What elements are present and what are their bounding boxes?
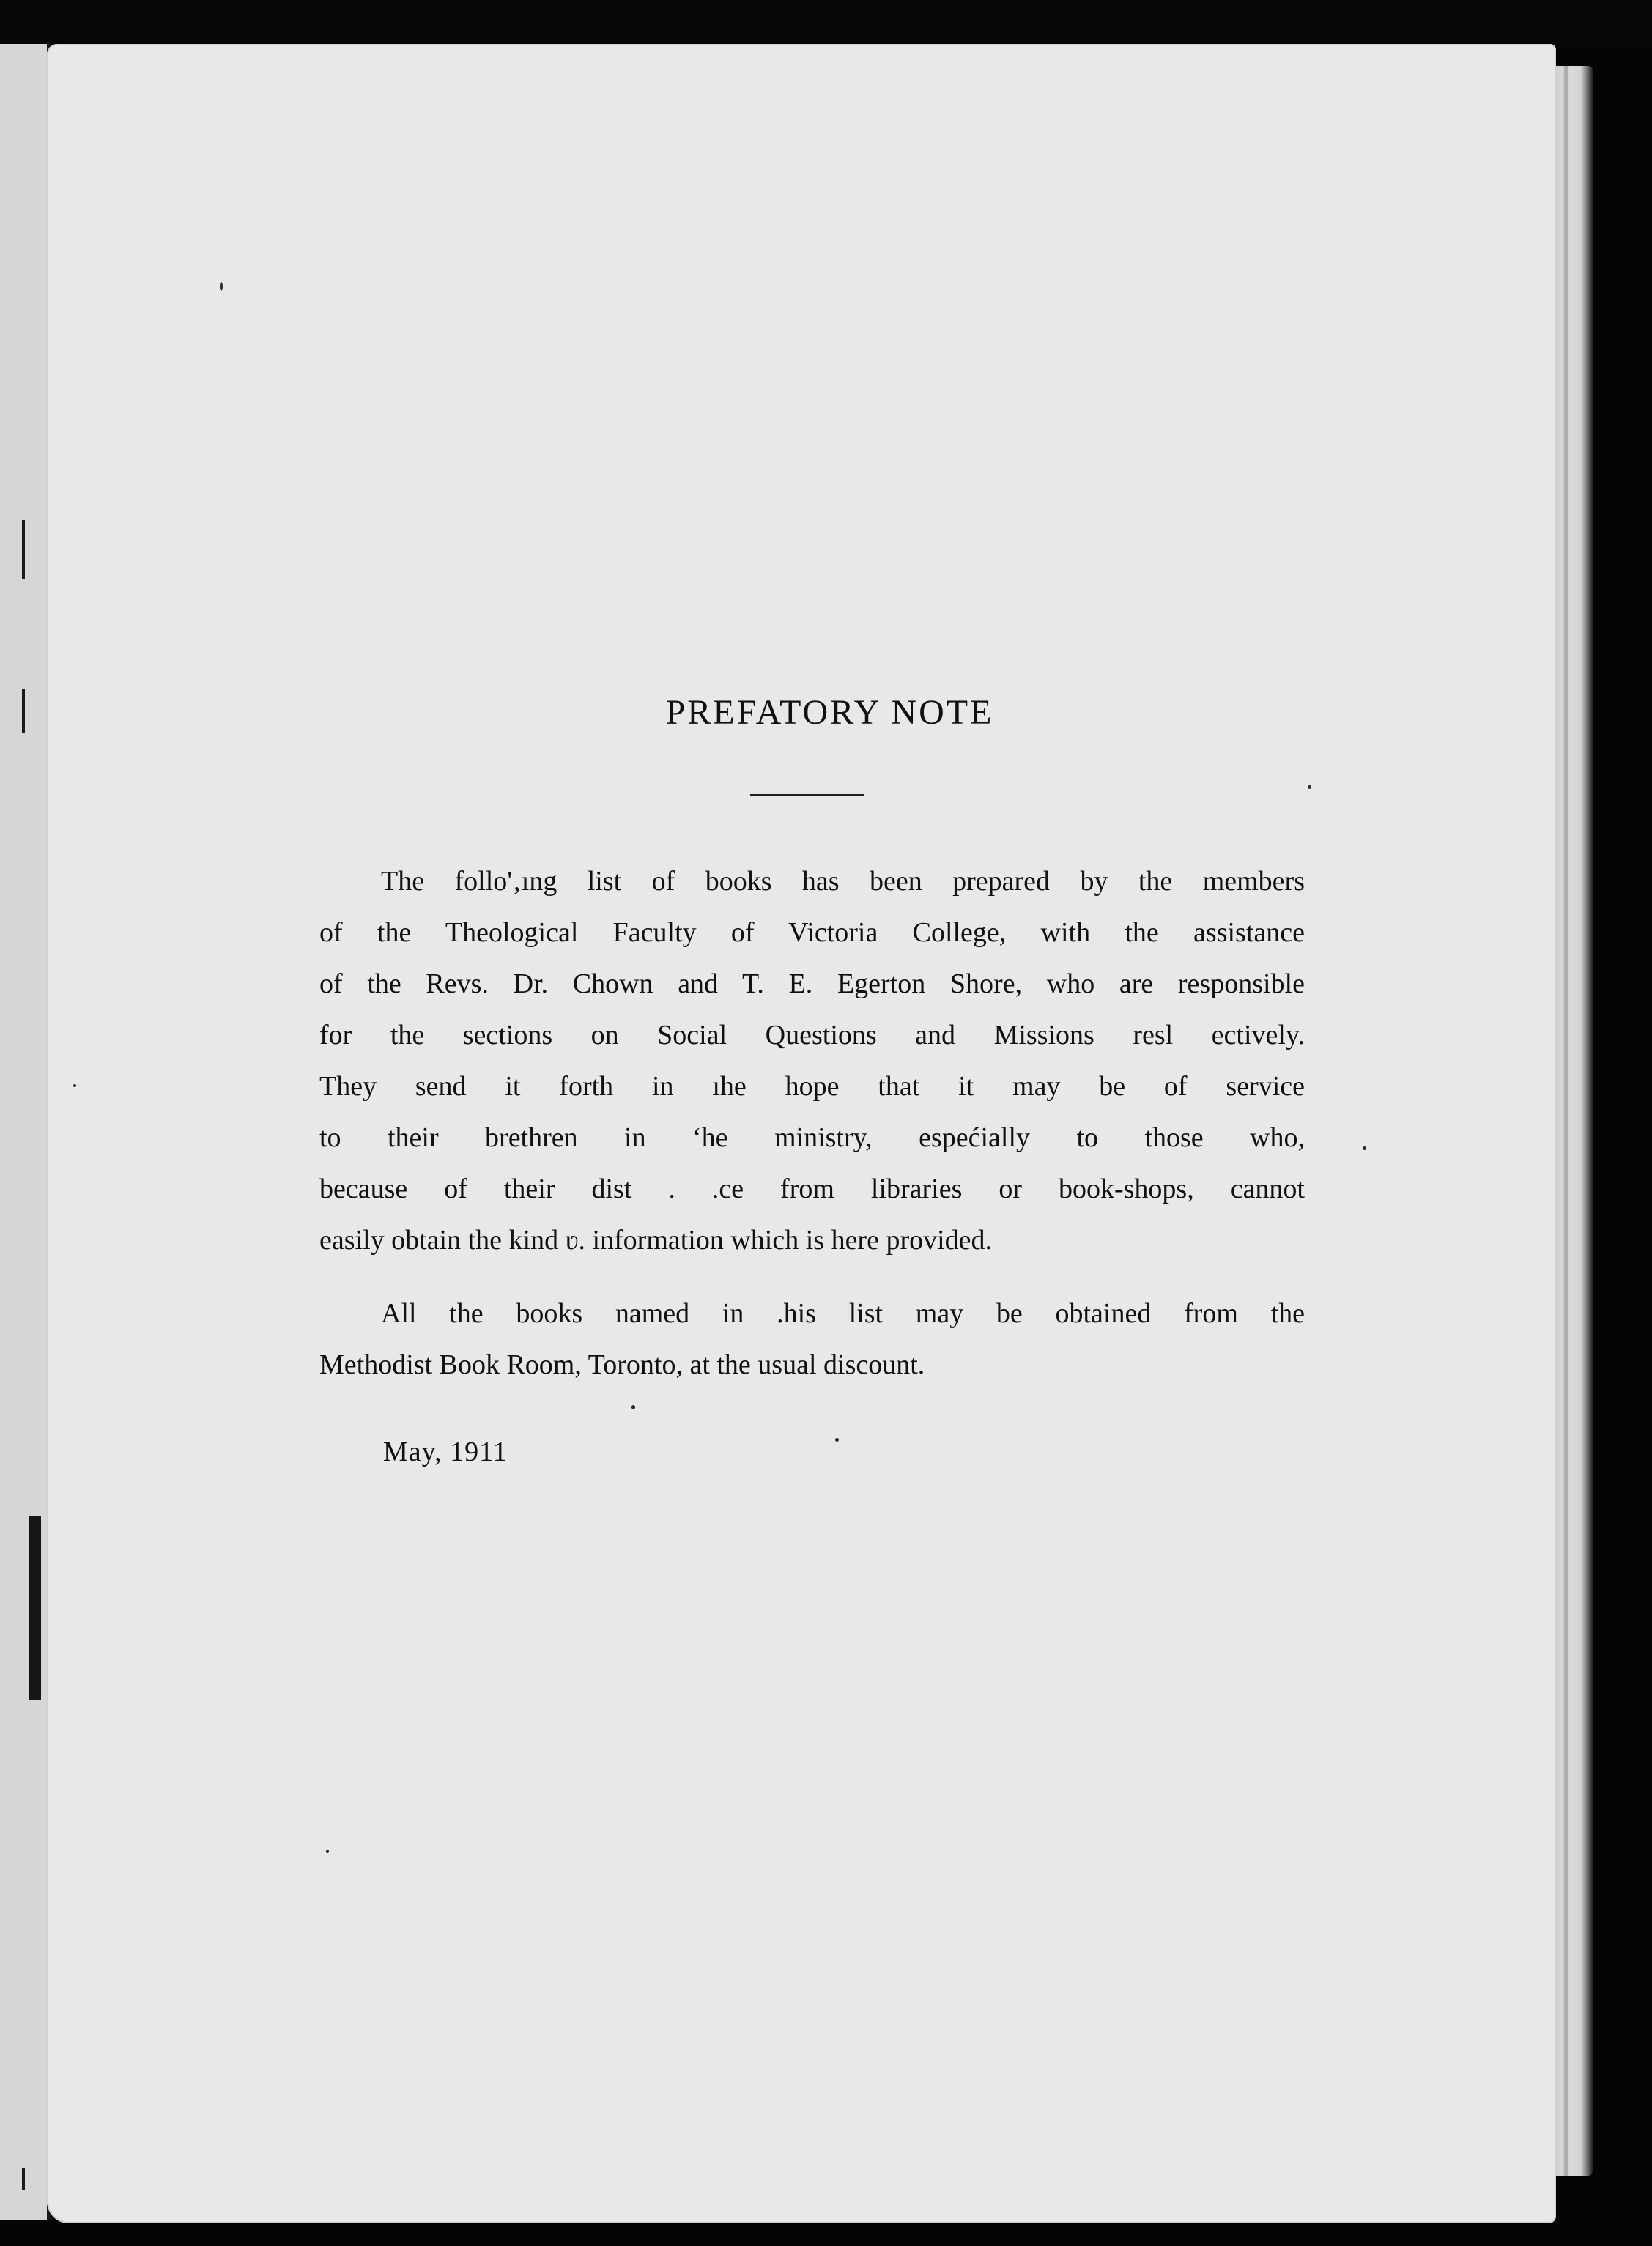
- binding-mark: [22, 520, 25, 579]
- paragraph: [319, 856, 1305, 1266]
- binding-mark: [29, 1516, 41, 1700]
- page-stack-edge: [1552, 66, 1593, 2176]
- text-line: of the Revs. Dr. Chown and T. E. Egerton Shore, who are responsible: [319, 968, 1305, 999]
- paragraph: [319, 1288, 1305, 1390]
- text-line: Methodist Book Room, Toronto, at the usual discount.: [319, 1349, 925, 1380]
- binding-mark: [22, 2168, 25, 2190]
- text-line: They send it forth in ıhe hope that it may be of service: [319, 1071, 1305, 1102]
- text-line: because of their dist . .ce from libraries or book-shops, cannot: [319, 1174, 1305, 1204]
- left-binding-strip: [0, 44, 51, 2220]
- scan-right-border: [1593, 51, 1652, 2246]
- text-line: of the Theological Faculty of Victoria College, with the assistance: [319, 917, 1305, 948]
- text-line: All the books named in .his list may be obtained from the: [381, 1298, 1305, 1329]
- date-line: May, 1911: [383, 1437, 508, 1467]
- text-line: to their brethren in ‘he ministry, espećially to those who,: [319, 1122, 1305, 1153]
- title-divider: [750, 794, 864, 796]
- scan-bottom-border: [0, 2220, 1652, 2246]
- body-text: [319, 856, 1305, 1390]
- text-line: for the sections on Social Questions and Missions resl ectively.: [319, 1020, 1305, 1050]
- page-title: PREFATORY NOTE: [665, 693, 994, 732]
- text-line: easily obtain the kind ʋ. information which is here provided.: [319, 1225, 993, 1256]
- text-line: The follo'‚ıng list of books has been prepared by the members: [381, 866, 1305, 897]
